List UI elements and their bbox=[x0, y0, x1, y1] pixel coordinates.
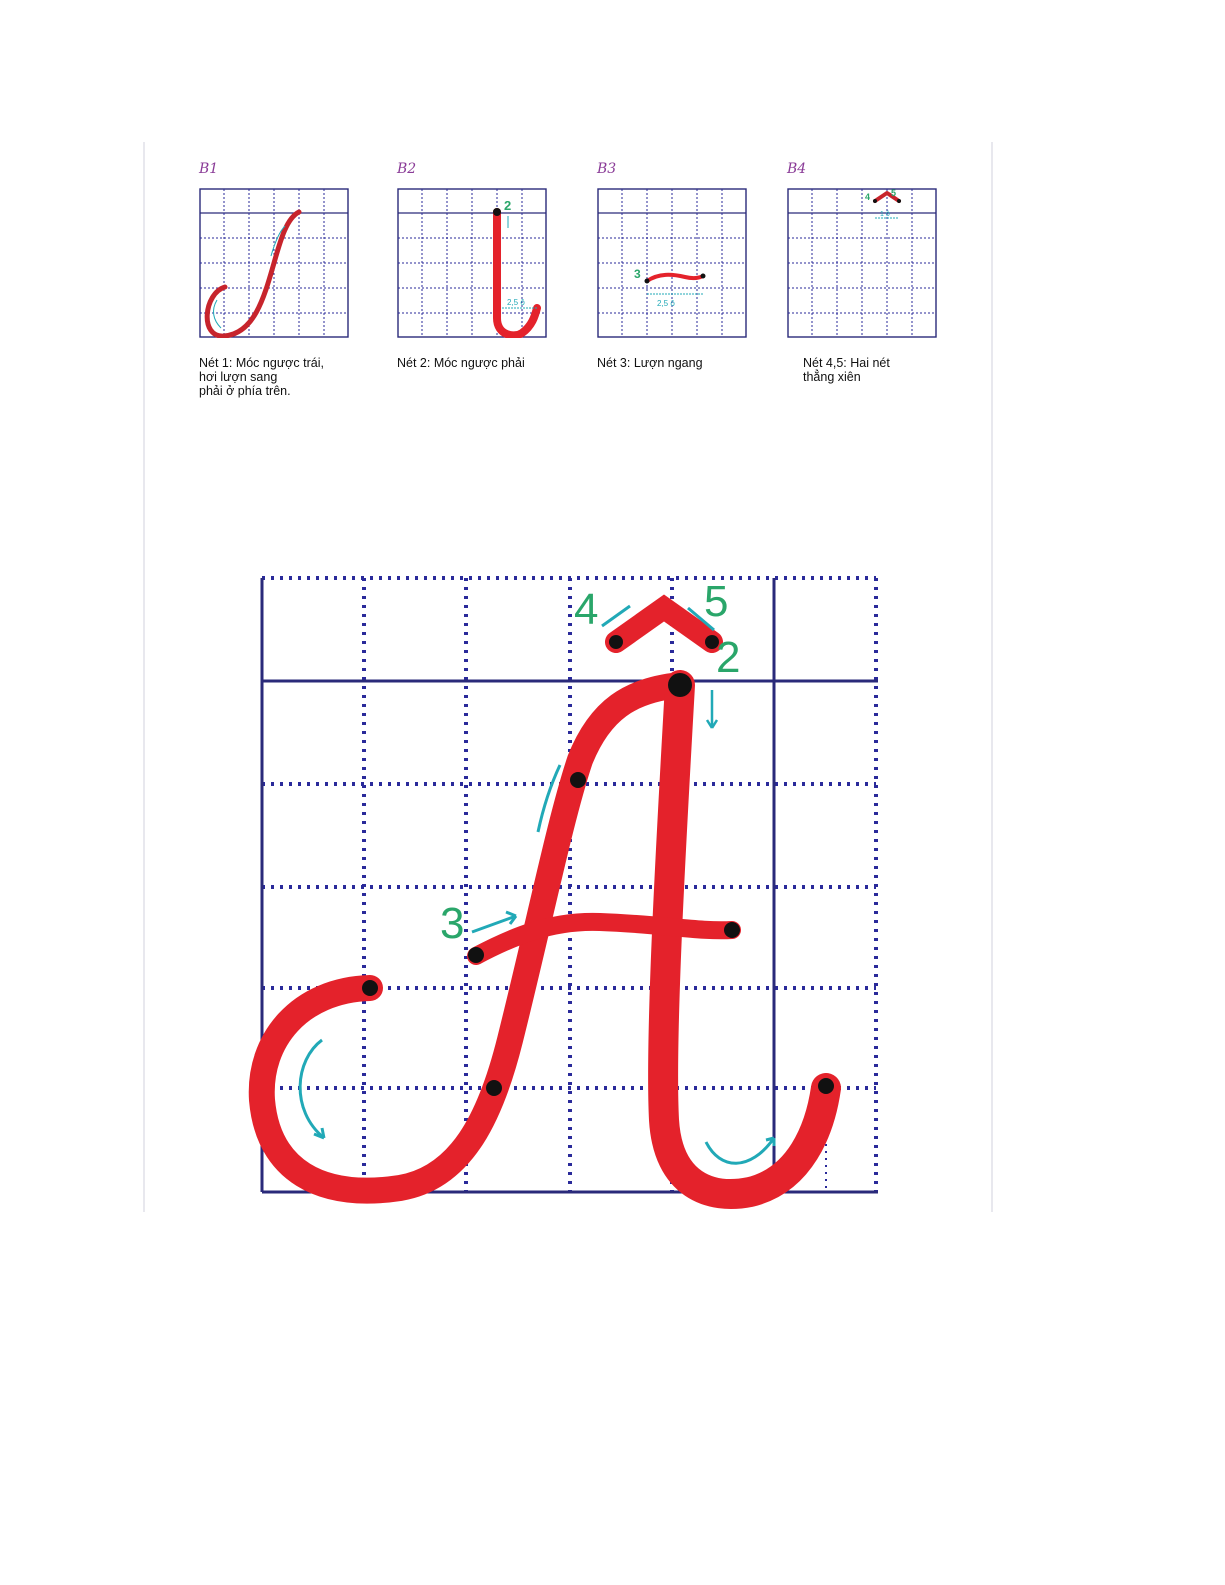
step-4-number-5: 5 bbox=[891, 188, 897, 199]
step-1-grid bbox=[199, 188, 349, 338]
main-dot-top bbox=[668, 673, 692, 697]
step-4-number-4: 4 bbox=[865, 192, 871, 202]
main-stroke-4-5 bbox=[616, 608, 712, 642]
step-4-grid-lines bbox=[788, 189, 936, 337]
step-1-panel bbox=[199, 158, 389, 398]
main-grid bbox=[262, 578, 878, 1192]
step-1-tag: B1 bbox=[199, 161, 219, 177]
main-number-5: 5 bbox=[704, 577, 729, 626]
main-dot-stroke4-start bbox=[609, 635, 623, 649]
main-letter-figure bbox=[240, 560, 900, 1210]
step-3-caption: Nét 3: Lượn ngang bbox=[597, 356, 703, 370]
step-3-measure: 2,5 ô bbox=[657, 299, 675, 308]
main-dot-stroke3-end bbox=[724, 922, 740, 938]
step-3-start-dot bbox=[645, 279, 650, 284]
main-dot-stroke1-cross bbox=[486, 1080, 502, 1096]
step-4-panel bbox=[787, 158, 977, 384]
step-3-end-dot bbox=[701, 274, 706, 279]
main-number-4: 4 bbox=[574, 585, 599, 634]
main-dot-stroke3-start bbox=[468, 947, 484, 963]
step-1-direction-arrow bbox=[214, 300, 221, 328]
step-2-number: 2 bbox=[504, 198, 512, 213]
step-3-grid bbox=[597, 188, 747, 338]
main-stroke-2 bbox=[663, 685, 826, 1194]
main-stroke-1 bbox=[262, 685, 680, 1191]
step-2-grid bbox=[397, 188, 547, 338]
main-dot-stroke2-end bbox=[818, 1078, 834, 1094]
step-3-stroke bbox=[647, 275, 703, 281]
step-3-panel bbox=[597, 158, 787, 370]
step-2-tag: B2 bbox=[397, 161, 417, 177]
main-arrow-stroke3 bbox=[472, 912, 516, 932]
step-4-grid bbox=[787, 188, 937, 338]
main-dot-stroke1-mid bbox=[570, 772, 586, 788]
step-2-stroke bbox=[497, 212, 537, 335]
main-number-2: 2 bbox=[716, 633, 741, 682]
main-arrow-stroke2-hook bbox=[706, 1138, 774, 1163]
step-3-tag: B3 bbox=[597, 161, 617, 177]
step-3-grid-lines bbox=[598, 189, 746, 337]
step-2-start-dot bbox=[493, 208, 501, 216]
step-4-right-dot bbox=[897, 199, 901, 203]
step-1-caption: Nét 1: Móc ngược trái, hơi lượn sang phải ở phía trên. bbox=[199, 356, 324, 398]
step-4-measure: 1 ô bbox=[880, 211, 890, 218]
step-3-number: 3 bbox=[634, 267, 641, 281]
main-stroke-3 bbox=[476, 922, 732, 956]
step-2-panel bbox=[397, 158, 587, 370]
step-4-left-dot bbox=[873, 199, 877, 203]
main-letter-svg bbox=[240, 560, 900, 1210]
step-4-caption: Nét 4,5: Hai nét thẳng xiên bbox=[803, 356, 890, 384]
step-2-grid-lines bbox=[398, 189, 546, 337]
main-number-3: 3 bbox=[440, 899, 465, 948]
step-2-measure: 2,5 ô bbox=[507, 298, 525, 307]
step-4-tag: B4 bbox=[787, 161, 807, 177]
step-1-stroke bbox=[207, 212, 299, 336]
main-arrow-stroke2 bbox=[707, 690, 717, 728]
main-dot-stroke1-start bbox=[362, 980, 378, 996]
step-2-caption: Nét 2: Móc ngược phải bbox=[397, 356, 525, 370]
main-arrow-stroke1 bbox=[300, 1040, 324, 1138]
